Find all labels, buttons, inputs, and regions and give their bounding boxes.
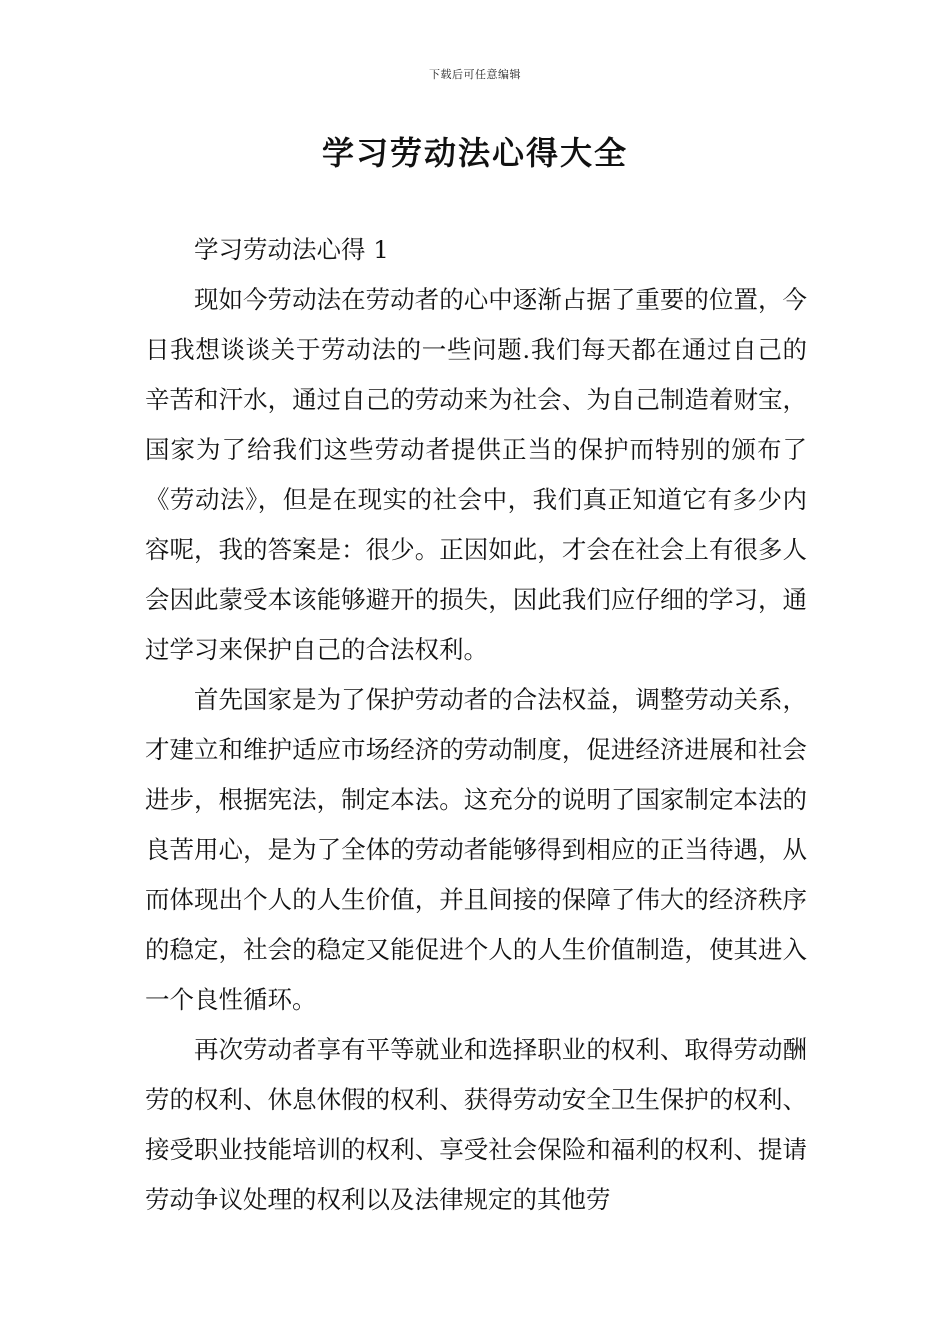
- document-title: 学习劳动法心得大全: [321, 134, 628, 172]
- paragraph-2: 首先国家是为了保护劳动者的合法权益，调整劳动关系，才建立和维护适应市场经济的劳动制度，促进经济进展和社会进步，根据宪法，制定本法。这充分的说明了国家制定本法的良苦用心，是为了全体的劳动者能够得到相应的正当待遇，从而体现出个人的人生价值，并且间接的保障了伟大的经济秩序的稳定，社会的稳定又能促进个人的人生价值制造，使其进入一个良性循环。: [145, 685, 807, 1014]
- paragraph-1: 现如今劳动法在劳动者的心中逐渐占据了重要的位置，今日我想谈谈关于劳动法的一些问题.我们每天都在通过自己的辛苦和汗水，通过自己的劳动来为社会、为自己制造着财宝，国家为了给我们这些劳动者提供正当的保护而特别的颁布了《劳动法》，但是在现实的社会中，我们真正知道它有多少内容呢，我的答案是：很少。正因如此，才会在社会上有很多人会因此蒙受本该能够避开的损失，因此我们应仔细的学习，通过学习来保护自己的合法权利。: [145, 285, 807, 664]
- header-note: 下载后可任意编辑: [429, 68, 521, 81]
- paragraph-3: 再次劳动者享有平等就业和选择职业的权利、取得劳动酬劳的权利、休息休假的权利、获得劳动安全卫生保护的权利、接受职业技能培训的权利、享受社会保险和福利的权利、提请劳动争议处理的权利以及法律规定的其他劳: [145, 1035, 807, 1214]
- document-body: [145, 225, 807, 1225]
- section-heading: 学习劳动法心得 1: [194, 235, 389, 264]
